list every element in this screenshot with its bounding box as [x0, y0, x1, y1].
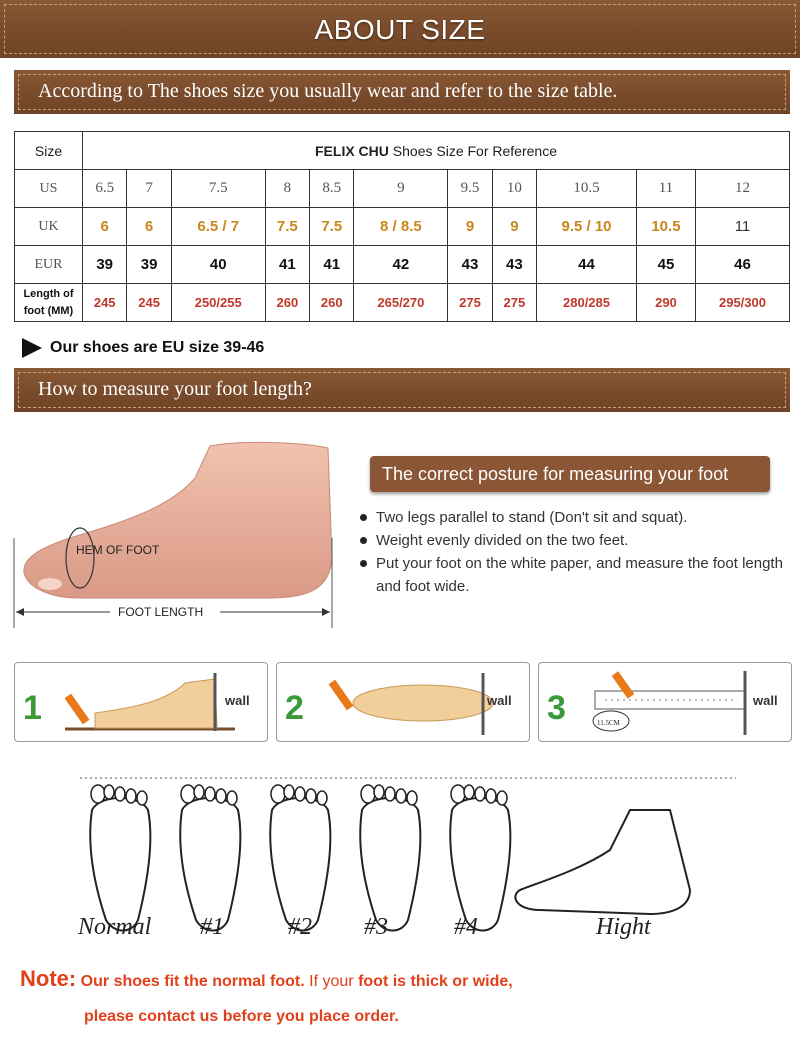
measure-band-text: How to measure your foot length?: [38, 378, 312, 400]
eur-cell: 39: [127, 246, 171, 284]
toe-nail: [38, 578, 62, 590]
length-cell: 260: [265, 284, 309, 322]
length-cell: 250/255: [171, 284, 265, 322]
length-cell: 290: [636, 284, 695, 322]
foot-type-label: #4: [454, 914, 478, 940]
measure-value: 11.5CM: [597, 719, 620, 727]
eur-label: EUR: [15, 246, 83, 284]
top-banner: [0, 0, 800, 58]
measure-band: [14, 368, 790, 412]
foot-outline-4: [450, 785, 510, 931]
foot-side-illustration: [24, 442, 332, 598]
arrow-right-icon: [22, 338, 42, 358]
us-cell: 7: [127, 170, 171, 208]
eur-cell: 41: [265, 246, 309, 284]
step-1-illustration: [65, 673, 245, 737]
eur-cell: 46: [695, 246, 789, 284]
foot-outline-3: [360, 785, 420, 931]
length-cell: 295/300: [695, 284, 789, 322]
size-table: [14, 131, 790, 322]
length-label-diagram: FOOT LENGTH: [118, 605, 204, 619]
length-cell: 245: [83, 284, 127, 322]
reference-title: Shoes Size For Reference: [392, 142, 557, 159]
us-cell: 9.5: [448, 170, 492, 208]
wall-label: wall: [225, 693, 250, 708]
foot-type-label: #2: [288, 914, 312, 940]
length-cell: 260: [310, 284, 354, 322]
foot-type-label: Normal: [78, 914, 152, 940]
eu-size-note-text: Our shoes are EU size 39-46: [50, 339, 265, 356]
foot-type-label: #3: [364, 914, 388, 940]
us-cell: 9: [354, 170, 448, 208]
eur-cell: 40: [171, 246, 265, 284]
step-number: 1: [23, 689, 42, 727]
uk-cell: 6: [127, 208, 171, 246]
eur-cell: 43: [448, 246, 492, 284]
foot-side-diagram: [10, 438, 350, 638]
uk-cell: 7.5: [310, 208, 354, 246]
eur-cell: 43: [492, 246, 536, 284]
us-cell: 8.5: [310, 170, 354, 208]
note-label: Note:: [20, 966, 77, 991]
eur-row: [15, 246, 790, 284]
step-number: 2: [285, 689, 304, 727]
reference-header-cell: [83, 132, 790, 170]
note-line-1: [20, 966, 513, 992]
uk-row: [15, 208, 790, 246]
note-part2: If your: [309, 973, 354, 990]
eur-cell: 42: [354, 246, 448, 284]
hem-label: HEM OF FOOT: [76, 543, 160, 557]
length-label: Length of foot (MM): [15, 284, 83, 322]
foot-type-label: Hight: [596, 914, 651, 940]
us-row: [15, 170, 790, 208]
length-row: [15, 284, 790, 322]
eur-cell: 39: [83, 246, 127, 284]
note-line-2: please contact us before you place order.: [84, 1008, 399, 1025]
eur-cell: 44: [537, 246, 637, 284]
uk-label: UK: [15, 208, 83, 246]
uk-cell: 9.5 / 10: [537, 208, 637, 246]
uk-cell: 7.5: [265, 208, 309, 246]
uk-cell: 6: [83, 208, 127, 246]
us-cell: 11: [636, 170, 695, 208]
step-2-illustration: [323, 673, 493, 737]
note-part3: foot is thick or wide,: [358, 973, 513, 990]
eur-cell: 41: [310, 246, 354, 284]
foot-outline-2: [270, 785, 330, 931]
length-cell: 280/285: [537, 284, 637, 322]
posture-title-box: The correct posture for measuring your foot: [370, 456, 770, 492]
length-cell: 275: [448, 284, 492, 322]
note-part1: Our shoes fit the normal foot.: [80, 973, 305, 990]
us-label: US: [15, 170, 83, 208]
uk-cell: 9: [492, 208, 536, 246]
foot-outline-0: [90, 785, 150, 931]
uk-cell: 10.5: [636, 208, 695, 246]
posture-bullets: [358, 506, 798, 598]
foot-side-outline: [515, 810, 690, 914]
bullet-item: Weight evenly divided on the two feet.: [358, 529, 798, 552]
size-header-cell: Size: [15, 132, 83, 170]
bullet-item: Two legs parallel to stand (Don't sit and squat).: [358, 506, 798, 529]
eu-size-note: [22, 338, 264, 358]
arrow-right-icon: [322, 608, 330, 616]
page-title: ABOUT SIZE: [314, 14, 486, 45]
length-cell: 245: [127, 284, 171, 322]
foot-type-label: #1: [200, 914, 224, 940]
foot-outline-1: [180, 785, 240, 931]
step-3-panel: [538, 662, 792, 742]
size-intro-text: According to The shoes size you usually wear and refer to the size table.: [38, 80, 618, 102]
table-header-row: [15, 132, 790, 170]
arrow-left-icon: [16, 608, 24, 616]
step-1-panel: [14, 662, 268, 742]
uk-cell: 8 / 8.5: [354, 208, 448, 246]
eur-cell: 45: [636, 246, 695, 284]
wall-label: wall: [487, 693, 512, 708]
uk-cell: 11: [695, 208, 789, 246]
wall-label: wall: [753, 693, 778, 708]
us-cell: 6.5: [83, 170, 127, 208]
brand-name: FELIX CHU: [315, 142, 389, 159]
bullet-item: Put your foot on the white paper, and measure the foot length and foot wide.: [358, 552, 798, 598]
us-cell: 10.5: [537, 170, 637, 208]
us-cell: 7.5: [171, 170, 265, 208]
length-cell: 275: [492, 284, 536, 322]
uk-cell: 6.5 / 7: [171, 208, 265, 246]
us-cell: 10: [492, 170, 536, 208]
step-2-panel: [276, 662, 530, 742]
us-cell: 12: [695, 170, 789, 208]
step-number: 3: [547, 689, 566, 727]
step-3-illustration: [585, 671, 755, 737]
uk-cell: 9: [448, 208, 492, 246]
length-cell: 265/270: [354, 284, 448, 322]
size-intro-band: [14, 70, 790, 114]
us-cell: 8: [265, 170, 309, 208]
